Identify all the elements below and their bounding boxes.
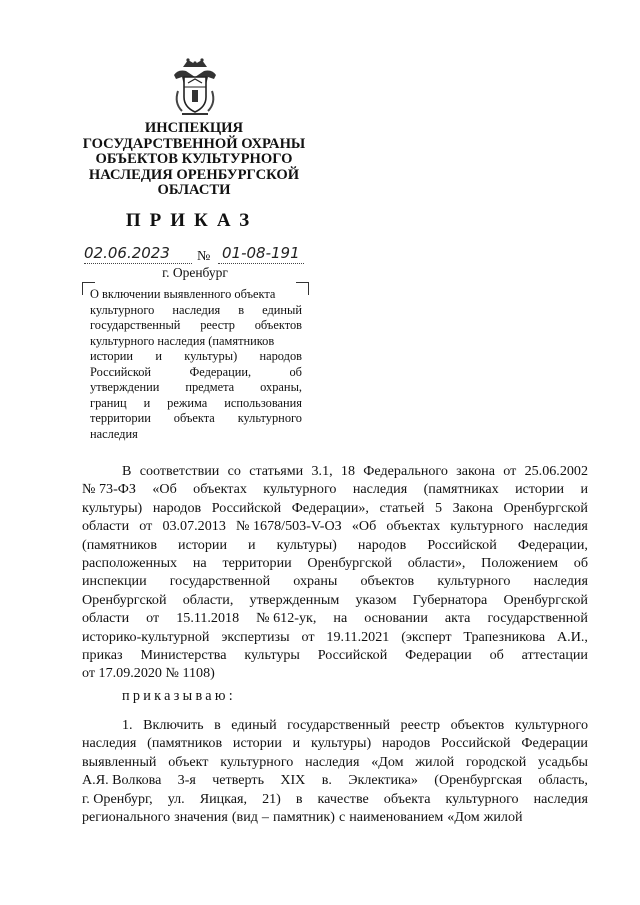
handwritten-number: 01-08-191	[222, 244, 300, 262]
preamble-line	[82, 664, 588, 682]
order-item-1	[82, 716, 588, 826]
word: объект	[168, 753, 209, 770]
word: культурного	[450, 518, 524, 535]
word: государственный	[287, 717, 391, 733]
word: наследия	[90, 426, 138, 441]
word: № 73-ФЗ	[82, 481, 136, 498]
word: государственный	[90, 318, 181, 332]
word: 1.	[122, 717, 133, 733]
org-line: ОБЛАСТИ	[157, 182, 231, 199]
word: народов	[152, 499, 202, 516]
word: истории	[515, 481, 565, 498]
word: Эклектика»	[348, 772, 418, 789]
item-line	[82, 716, 588, 734]
number-label: №	[197, 249, 211, 264]
word: соответствии	[139, 463, 220, 479]
word: О включении выявленного объекта	[90, 287, 276, 301]
word: 19.11.2021	[326, 628, 390, 645]
word: Федерации,	[517, 536, 588, 553]
preamble-line	[82, 572, 588, 590]
preamble-line	[82, 536, 588, 554]
word: Губернатора	[412, 591, 488, 608]
word: жилой	[415, 753, 455, 770]
word: наследия	[172, 302, 221, 317]
word: наследия	[533, 518, 588, 535]
word: культуры)	[276, 536, 337, 553]
word: режима	[167, 395, 208, 410]
org-line: ИНСПЕКЦИЯ	[144, 120, 244, 136]
word: от	[503, 463, 517, 479]
word: Включить	[143, 717, 204, 733]
document-title: ПРИКАЗ	[125, 210, 259, 231]
word: области	[82, 610, 130, 627]
word: объектах	[193, 481, 247, 498]
org-line: НАСЛЕДИЯ ОРЕНБУРГСКОЙ	[88, 166, 300, 183]
word: качестве	[317, 790, 369, 807]
word: реестр	[400, 717, 441, 733]
word: области,	[182, 591, 234, 608]
word: экспертизы	[221, 628, 290, 645]
word: народов	[357, 536, 407, 553]
org-line: ГОСУДАРСТВЕННОЙ ОХРАНЫ	[82, 135, 306, 152]
word: от	[301, 628, 315, 645]
word: об	[573, 555, 588, 572]
word: историко-культурной	[82, 628, 210, 645]
word: истории	[232, 735, 282, 752]
word: культурного	[90, 302, 155, 317]
item-line	[82, 790, 588, 808]
word: выявленный	[82, 753, 157, 770]
word: Федерального	[363, 463, 448, 479]
word: культурного	[237, 411, 302, 425]
word: Федерации»,	[291, 499, 369, 516]
word: культурного наследия (памятников	[90, 333, 275, 348]
word: в	[238, 302, 245, 317]
word: культурного	[220, 753, 294, 770]
word: городской	[465, 753, 527, 770]
word: наименованием	[349, 809, 444, 826]
word: в.	[321, 772, 332, 789]
word: на	[333, 610, 348, 627]
word: объектах	[386, 518, 441, 535]
word: предмета	[185, 380, 235, 394]
word: Министерства	[140, 647, 227, 664]
word: единый	[231, 717, 277, 733]
word: указом	[355, 591, 397, 608]
word: (эксперт	[401, 628, 452, 645]
preamble-paragraph	[82, 462, 588, 683]
word: от 17.09.2020 № 1108)	[82, 665, 215, 682]
word: культурного	[514, 717, 588, 733]
word: Федерации,	[189, 364, 252, 379]
word: «Об	[152, 481, 177, 498]
word: Федерации	[521, 735, 588, 752]
word: культуры)	[82, 499, 143, 516]
word: объектов	[254, 318, 302, 332]
word: 18	[340, 463, 356, 479]
word: от	[139, 518, 153, 535]
word: Российской	[90, 364, 152, 379]
subject-line	[90, 411, 302, 427]
word: в	[214, 717, 221, 733]
item-line	[82, 808, 588, 826]
handwritten-date: 02.06.2023	[84, 244, 170, 262]
word: единый	[262, 302, 302, 317]
word: границ	[90, 395, 127, 410]
word: Российской	[211, 499, 282, 516]
word: реестр	[200, 318, 235, 332]
organization-name	[60, 121, 328, 199]
org-line: ОБЪЕКТОВ КУЛЬТУРНОГО	[95, 151, 293, 168]
word: 5	[434, 499, 443, 516]
word: охраны,	[260, 380, 302, 394]
preamble-line	[82, 462, 588, 480]
coat-of-arms-icon	[170, 57, 220, 117]
word: (памятников	[82, 536, 157, 553]
word: истории	[178, 536, 227, 553]
subject-line	[90, 396, 302, 412]
word: и	[248, 536, 256, 553]
word: области»,	[407, 555, 466, 572]
word: статьей	[379, 499, 425, 516]
preamble-line	[82, 628, 588, 646]
word: Оренбургской	[503, 499, 588, 516]
word: «Дом	[447, 809, 480, 826]
word: Закона	[452, 499, 493, 516]
word: Положением	[481, 555, 558, 572]
word: 25.06.2002	[524, 463, 588, 479]
word: расположенных	[82, 555, 178, 572]
word: Федерации	[405, 647, 472, 664]
word: усадьбы	[538, 753, 588, 770]
word: на	[192, 555, 207, 572]
word: (Оренбургская	[434, 772, 523, 789]
word: область,	[538, 772, 588, 789]
word: об	[289, 364, 302, 379]
subject-line	[90, 427, 302, 443]
word: наследия	[82, 735, 137, 752]
word: народов	[381, 735, 431, 752]
word: объекта	[383, 790, 431, 807]
word: XIX	[280, 772, 306, 789]
word: культурного	[445, 790, 519, 807]
word: основании	[364, 610, 428, 627]
preamble-line	[82, 646, 588, 664]
word: и	[143, 395, 151, 410]
word: –	[261, 809, 269, 826]
word: № 1678/503-V-ОЗ	[236, 518, 342, 535]
word: г. Оренбург,	[82, 790, 153, 807]
word: жилой	[483, 809, 523, 826]
order-word: приказываю:	[122, 688, 237, 704]
word: от	[146, 610, 160, 627]
item-line	[82, 753, 588, 771]
word: акта	[444, 610, 471, 627]
word: 21)	[262, 790, 281, 807]
word: об	[489, 647, 504, 664]
preamble-line	[82, 554, 588, 572]
word: государственной	[169, 573, 271, 590]
word: 03.07.2013	[162, 518, 226, 535]
word: Российской	[441, 735, 511, 752]
subject-line	[90, 303, 302, 319]
word: четверть	[212, 772, 264, 789]
word: культуры)	[310, 735, 372, 752]
word: 3.1,	[311, 463, 333, 479]
word: культурного	[263, 481, 337, 498]
word: объектов	[450, 717, 505, 733]
word: со	[227, 463, 241, 479]
subject-line	[90, 287, 302, 303]
word: и	[292, 735, 301, 752]
preamble-line	[82, 499, 588, 517]
date-number-line	[84, 244, 304, 266]
word: наследия	[533, 790, 588, 807]
word: наследия	[305, 753, 360, 770]
word: культуры	[244, 647, 300, 664]
subject-line	[90, 365, 302, 381]
subject-line	[90, 334, 302, 350]
word: культурного	[437, 573, 511, 590]
subject-line	[90, 349, 302, 365]
word: народов	[259, 349, 302, 363]
word: области	[82, 518, 130, 535]
word: аттестации	[521, 647, 588, 664]
word: ул.	[167, 790, 185, 807]
word: Оренбургской	[82, 591, 167, 608]
word: утвержденным	[249, 591, 340, 608]
item-line	[82, 771, 588, 789]
city: г. Оренбург	[162, 265, 228, 280]
word: значения	[174, 809, 228, 826]
word: наследия	[352, 481, 408, 498]
word: Трапезникова	[463, 628, 546, 645]
word: с	[338, 809, 346, 826]
word: «Об	[351, 518, 377, 535]
word: (памятников	[147, 735, 223, 752]
order-subject	[90, 287, 302, 442]
word: «Дом	[371, 753, 404, 770]
word: (памятниках	[423, 481, 499, 498]
word: территории	[90, 411, 151, 425]
word: наследия	[533, 573, 588, 590]
word: Российской	[427, 536, 497, 553]
subject-line	[90, 380, 302, 396]
word: Российской	[317, 647, 388, 664]
word: инспекции	[82, 573, 147, 590]
item-line	[82, 734, 588, 752]
preamble-line	[82, 480, 588, 498]
subject-line	[90, 318, 302, 334]
word: Оренбургской	[307, 555, 392, 572]
word: и	[580, 481, 588, 498]
word: в	[295, 790, 303, 807]
word: Оренбургской	[503, 591, 588, 608]
word: 3-я	[177, 772, 196, 789]
preamble-line	[82, 591, 588, 609]
preamble-line	[82, 517, 588, 535]
word: закона	[456, 463, 495, 479]
word: А.Я. Волкова	[82, 772, 162, 789]
word: объектов	[360, 573, 415, 590]
word: истории	[90, 349, 134, 363]
word: использования	[224, 395, 302, 410]
word: 15.11.2018	[176, 610, 240, 627]
word: А.И.,	[557, 628, 588, 645]
word: объекта	[173, 411, 215, 425]
word: культуры)	[184, 349, 238, 363]
word: приказ	[82, 647, 123, 664]
word: государственной	[487, 610, 588, 627]
word: утверждении	[90, 380, 160, 394]
word: Яицкая,	[199, 790, 248, 807]
word: регионального	[82, 809, 171, 826]
word: статьями	[249, 463, 304, 479]
word: В	[122, 463, 132, 479]
word: (вид	[231, 809, 258, 826]
word: № 612-ук,	[256, 610, 317, 627]
word: памятник)	[272, 809, 335, 826]
preamble-line	[82, 609, 588, 627]
word: и	[155, 349, 162, 363]
word: территории	[222, 555, 292, 572]
word: охраны	[293, 573, 338, 590]
